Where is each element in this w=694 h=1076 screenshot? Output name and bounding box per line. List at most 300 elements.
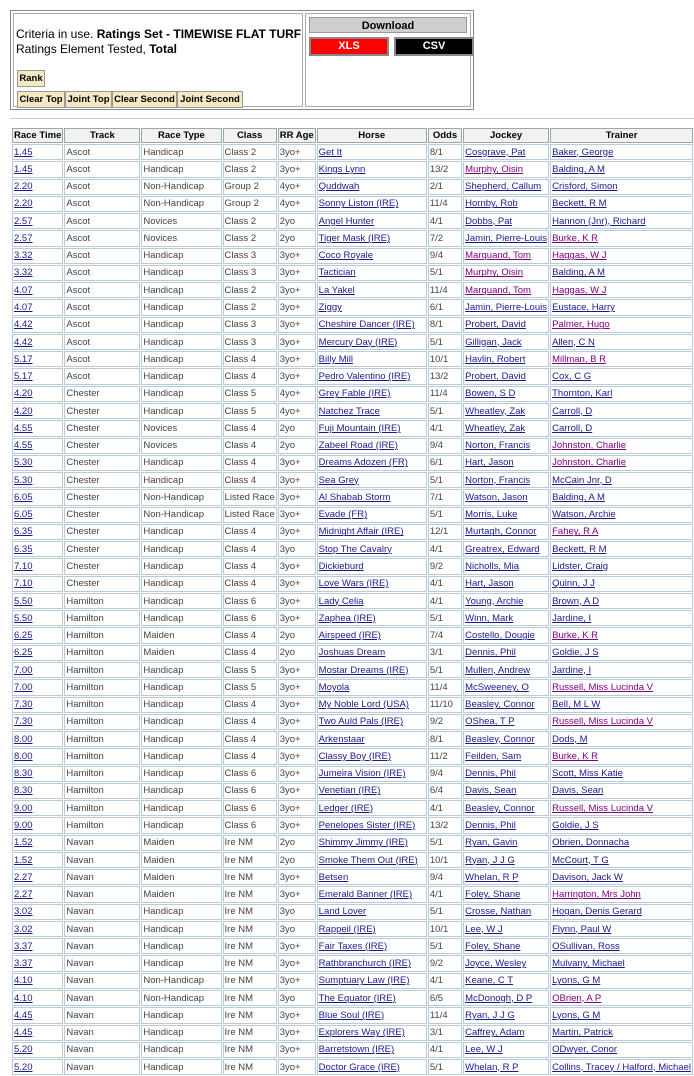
odds-cell: 11/2 — [428, 748, 462, 764]
horse-cell[interactable]: Tactician — [317, 265, 427, 281]
race-type-cell: Handicap — [141, 541, 221, 557]
jockey-cell[interactable]: Havlin, Robert — [463, 351, 549, 367]
jockey-cell[interactable]: Probert, David — [463, 317, 549, 333]
odds-cell: 7/2 — [428, 230, 462, 246]
trainer-cell[interactable]: Mulvany, Michael — [550, 955, 693, 971]
jockey-cell[interactable]: Dobbs, Pat — [463, 213, 549, 229]
trainer-cell[interactable]: Harrington, Mrs John — [550, 886, 693, 902]
horse-cell[interactable]: The Equator (IRE) — [317, 990, 427, 1006]
jockey-cell[interactable]: Marquand, Tom — [463, 248, 549, 264]
jockey-cell[interactable]: Caffrey, Adam — [463, 1025, 549, 1041]
trainer-cell[interactable]: OBrien, A P — [550, 990, 693, 1006]
table-row — [12, 593, 693, 609]
horse-cell[interactable]: Angel Hunter — [317, 213, 427, 229]
horse-cell[interactable]: Pedro Valentino (IRE) — [317, 368, 427, 384]
rr-age-cell: 3yo+ — [278, 714, 316, 730]
race-time-cell[interactable]: 5.50 — [12, 610, 63, 626]
odds-cell: 11/4 — [428, 1007, 462, 1023]
trainer-cell[interactable]: Carroll, D — [550, 420, 693, 436]
jockey-cell[interactable]: Wheatley, Zak — [463, 403, 549, 419]
race-time-cell[interactable]: 2.20 — [12, 179, 63, 195]
race-time-cell[interactable]: 7.10 — [12, 558, 63, 574]
race-time-cell[interactable]: 6.25 — [12, 645, 63, 661]
criteria-prefix: Criteria in use. — [16, 27, 97, 41]
horse-cell[interactable]: Explorers Way (IRE) — [317, 1025, 427, 1041]
trainer-cell[interactable]: Palmer, Hugo — [550, 317, 693, 333]
class-cell: Class 2 — [223, 282, 277, 298]
jockey-cell[interactable]: Jamin, Pierre-Louis — [463, 230, 549, 246]
horse-cell[interactable]: Shimmy Jimmy (IRE) — [317, 835, 427, 851]
jockey-cell[interactable]: Ryan, J J G — [463, 852, 549, 868]
race-time-cell[interactable]: 4.07 — [12, 299, 63, 315]
horse-cell[interactable]: Sonny Liston (IRE) — [317, 196, 427, 212]
race-time-cell[interactable]: 9.00 — [12, 817, 63, 833]
trainer-cell[interactable]: Collins, Tracey / Halford, Michael — [550, 1059, 693, 1075]
trainer-cell[interactable]: Beckett, R M — [550, 541, 693, 557]
horse-cell[interactable]: Venetian (IRE) — [317, 783, 427, 799]
race-time-cell[interactable]: 2.27 — [12, 869, 63, 885]
race-time-cell[interactable]: 4.45 — [12, 1007, 63, 1023]
jockey-cell[interactable]: McSweeney, O — [463, 679, 549, 695]
class-cell: Class 6 — [223, 766, 277, 782]
odds-cell: 9/4 — [428, 248, 462, 264]
horse-cell[interactable]: Blue Soul (IRE) — [317, 1007, 427, 1023]
race-time-cell[interactable]: 7.00 — [12, 679, 63, 695]
horse-cell[interactable]: Midnight Affair (IRE) — [317, 524, 427, 540]
horse-cell[interactable]: Get It — [317, 144, 427, 160]
col-header-race-type[interactable]: Race Type — [141, 128, 221, 143]
jockey-cell[interactable]: Young, Archie — [463, 593, 549, 609]
race-time-cell[interactable]: 7.10 — [12, 576, 63, 592]
trainer-cell[interactable]: Balding, A M — [550, 265, 693, 281]
trainer-cell[interactable]: Davis, Sean — [550, 783, 693, 799]
horse-cell[interactable]: My Noble Lord (USA) — [317, 697, 427, 713]
jockey-cell[interactable]: Beasley, Connor — [463, 697, 549, 713]
rr-age-cell: 2yo — [278, 852, 316, 868]
jockey-cell[interactable]: Watson, Jason — [463, 489, 549, 505]
class-cell: Class 4 — [223, 438, 277, 454]
trainer-cell[interactable]: Thornton, Karl — [550, 386, 693, 402]
race-time-cell[interactable]: 4.55 — [12, 438, 63, 454]
race-time-cell[interactable]: 4.07 — [12, 282, 63, 298]
odds-cell: 3/1 — [428, 1025, 462, 1041]
horse-cell[interactable]: Rathbranchurch (IRE) — [317, 955, 427, 971]
trainer-cell[interactable]: Burke, K R — [550, 748, 693, 764]
jockey-cell[interactable]: Gilligan, Jack — [463, 334, 549, 350]
horse-cell[interactable]: Sea Grey — [317, 472, 427, 488]
jockey-cell[interactable]: Murphy, Oisin — [463, 265, 549, 281]
race-time-cell[interactable]: 5.17 — [12, 368, 63, 384]
race-time-cell[interactable]: 4.42 — [12, 317, 63, 333]
trainer-cell[interactable]: Carroll, D — [550, 403, 693, 419]
col-header-class[interactable]: Class — [223, 128, 277, 143]
jockey-cell[interactable]: Cosgrave, Pat — [463, 144, 549, 160]
jockey-cell[interactable]: Costello, Dougie — [463, 627, 549, 643]
jockey-cell[interactable]: Beasley, Connor — [463, 800, 549, 816]
col-header-odds[interactable]: Odds — [428, 128, 462, 143]
jockey-cell[interactable]: Lee, W J — [463, 1042, 549, 1058]
race-time-cell[interactable]: 8.00 — [12, 731, 63, 747]
joint-top-button[interactable]: Joint Top — [65, 91, 112, 108]
table-row — [12, 524, 693, 540]
race-time-cell[interactable]: 6.05 — [12, 507, 63, 523]
trainer-cell[interactable]: Dods, M — [550, 731, 693, 747]
jockey-cell[interactable]: Feilden, Sam — [463, 748, 549, 764]
race-time-cell[interactable]: 3.37 — [12, 938, 63, 954]
jockey-cell[interactable]: Bowen, S D — [463, 386, 549, 402]
race-time-cell[interactable]: 7.00 — [12, 662, 63, 678]
race-time-cell[interactable]: 9.00 — [12, 800, 63, 816]
col-header-jockey[interactable]: Jockey — [463, 128, 549, 143]
race-time-cell[interactable]: 3.32 — [12, 265, 63, 281]
rank-button[interactable]: Rank — [17, 70, 45, 87]
horse-cell[interactable]: Coco Royale — [317, 248, 427, 264]
race-time-cell[interactable]: 2.57 — [12, 213, 63, 229]
trainer-cell[interactable]: Russell, Miss Lucinda V — [550, 800, 693, 816]
rr-age-cell: 2yo — [278, 627, 316, 643]
table-row — [12, 248, 693, 264]
race-time-cell[interactable]: 5.20 — [12, 1059, 63, 1075]
table-row — [12, 368, 693, 384]
class-cell: Ire NM — [223, 1042, 277, 1058]
horse-cell[interactable]: Barretstown (IRE) — [317, 1042, 427, 1058]
xls-download-button[interactable]: XLS — [309, 37, 389, 56]
trainer-cell[interactable]: Quinn, J J — [550, 576, 693, 592]
jockey-cell[interactable]: Dennis, Phil — [463, 645, 549, 661]
race-time-cell[interactable]: 4.10 — [12, 990, 63, 1006]
horse-cell[interactable]: Stop The Cavalry — [317, 541, 427, 557]
track-cell: Navan — [64, 955, 140, 971]
class-cell: Class 4 — [223, 748, 277, 764]
horse-cell[interactable]: Classy Boy (IRE) — [317, 748, 427, 764]
horse-cell[interactable]: Jumeira Vision (IRE) — [317, 766, 427, 782]
race-time-cell[interactable]: 3.37 — [12, 955, 63, 971]
horse-cell[interactable]: Mercury Day (IRE) — [317, 334, 427, 350]
trainer-cell[interactable]: Fahey, R A — [550, 524, 693, 540]
trainer-cell[interactable]: Baker, George — [550, 144, 693, 160]
race-time-cell[interactable]: 4.45 — [12, 1025, 63, 1041]
odds-cell: 7/4 — [428, 627, 462, 643]
race-time-cell[interactable]: 7.30 — [12, 714, 63, 730]
jockey-cell[interactable]: Mullen, Andrew — [463, 662, 549, 678]
horse-cell[interactable]: Land Lover — [317, 904, 427, 920]
race-time-cell[interactable]: 5.17 — [12, 351, 63, 367]
horse-cell[interactable]: Penelopes Sister (IRE) — [317, 817, 427, 833]
horse-cell[interactable]: Mostar Dreams (IRE) — [317, 662, 427, 678]
trainer-cell[interactable]: Obrien, Donnacha — [550, 835, 693, 851]
jockey-cell[interactable]: McDonogh, D P — [463, 990, 549, 1006]
trainer-cell[interactable]: Scott, Miss Katie — [550, 766, 693, 782]
race-type-cell: Handicap — [141, 524, 221, 540]
trainer-cell[interactable]: Allen, C N — [550, 334, 693, 350]
jockey-cell[interactable]: Dennis, Phil — [463, 766, 549, 782]
jockey-cell[interactable]: Whelan, R P — [463, 869, 549, 885]
table-row — [12, 282, 693, 298]
horse-cell[interactable]: Love Wars (IRE) — [317, 576, 427, 592]
odds-cell: 3/1 — [428, 645, 462, 661]
horse-cell[interactable]: La Yakel — [317, 282, 427, 298]
horse-cell[interactable]: Ziggy — [317, 299, 427, 315]
trainer-cell[interactable]: Haggas, W J — [550, 248, 693, 264]
race-type-cell: Handicap — [141, 558, 221, 574]
trainer-cell[interactable]: Johnston, Charlie — [550, 455, 693, 471]
jockey-cell[interactable]: Norton, Francis — [463, 472, 549, 488]
track-cell: Hamilton — [64, 731, 140, 747]
horse-cell[interactable]: Smoke Them Out (IRE) — [317, 852, 427, 868]
trainer-cell[interactable]: Balding, A M — [550, 161, 693, 177]
trainer-cell[interactable]: Goldie, J S — [550, 645, 693, 661]
rr-age-cell: 3yo+ — [278, 1025, 316, 1041]
race-type-cell: Handicap — [141, 403, 221, 419]
horse-cell[interactable]: Arkenstaar — [317, 731, 427, 747]
race-time-cell[interactable]: 1.45 — [12, 161, 63, 177]
trainer-cell[interactable]: Millman, B R — [550, 351, 693, 367]
race-time-cell[interactable]: 4.10 — [12, 973, 63, 989]
horse-cell[interactable]: Sumptuary Law (IRE) — [317, 973, 427, 989]
race-type-cell: Non-Handicap — [141, 507, 221, 523]
race-time-cell[interactable]: 5.30 — [12, 472, 63, 488]
horse-cell[interactable]: Moyola — [317, 679, 427, 695]
element-value: Total — [149, 42, 177, 56]
joint-second-button[interactable]: Joint Second — [177, 91, 243, 108]
jockey-cell[interactable]: Murtagh, Connor — [463, 524, 549, 540]
trainer-cell[interactable]: Johnston, Charlie — [550, 438, 693, 454]
jockey-cell[interactable]: Beasley, Connor — [463, 731, 549, 747]
trainer-cell[interactable]: McCourt, T G — [550, 852, 693, 868]
jockey-cell[interactable]: Jamin, Pierre-Louis — [463, 299, 549, 315]
track-cell: Chester — [64, 472, 140, 488]
horse-cell[interactable]: Zabeel Road (IRE) — [317, 438, 427, 454]
jockey-cell[interactable]: Ryan, Gavin — [463, 835, 549, 851]
jockey-cell[interactable]: Crosse, Nathan — [463, 904, 549, 920]
col-header-track[interactable]: Track — [64, 128, 140, 143]
rr-age-cell: 3yo — [278, 990, 316, 1006]
trainer-cell[interactable]: Cox, C G — [550, 368, 693, 384]
trainer-cell[interactable]: Hogan, Denis Gerard — [550, 904, 693, 920]
trainer-cell[interactable]: Russell, Miss Lucinda V — [550, 714, 693, 730]
odds-cell: 2/1 — [428, 179, 462, 195]
table-row — [12, 438, 693, 454]
class-cell: Class 4 — [223, 541, 277, 557]
race-time-cell[interactable]: 1.52 — [12, 835, 63, 851]
race-time-cell[interactable]: 3.02 — [12, 904, 63, 920]
race-time-cell[interactable]: 6.35 — [12, 541, 63, 557]
race-time-cell[interactable]: 6.05 — [12, 489, 63, 505]
race-time-cell[interactable]: 8.30 — [12, 766, 63, 782]
trainer-cell[interactable]: Burke, K R — [550, 230, 693, 246]
trainer-cell[interactable]: Russell, Miss Lucinda V — [550, 679, 693, 695]
horse-cell[interactable]: Zaphea (IRE) — [317, 610, 427, 626]
trainer-cell[interactable]: Watson, Archie — [550, 507, 693, 523]
trainer-cell[interactable]: Goldie, J S — [550, 817, 693, 833]
race-time-cell[interactable]: 2.20 — [12, 196, 63, 212]
trainer-cell[interactable]: Burke, K R — [550, 627, 693, 643]
jockey-cell[interactable]: Whelan, R P — [463, 1059, 549, 1075]
class-cell: Ire NM — [223, 1025, 277, 1041]
jockey-cell[interactable]: Hart, Jason — [463, 576, 549, 592]
horse-cell[interactable]: Ledger (IRE) — [317, 800, 427, 816]
jockey-cell[interactable]: Dennis, Phil — [463, 817, 549, 833]
jockey-cell[interactable]: Wheatley, Zak — [463, 420, 549, 436]
trainer-cell[interactable]: Crisford, Simon — [550, 179, 693, 195]
jockey-cell[interactable]: Nicholls, Mia — [463, 558, 549, 574]
jockey-cell[interactable]: Hornby, Rob — [463, 196, 549, 212]
trainer-cell[interactable]: Jardine, I — [550, 662, 693, 678]
race-time-cell[interactable]: 6.25 — [12, 627, 63, 643]
table-row — [12, 351, 693, 367]
table-row — [12, 1025, 693, 1041]
odds-cell: 5/1 — [428, 1059, 462, 1075]
trainer-cell[interactable]: ODwyer, Conor — [550, 1042, 693, 1058]
race-time-cell[interactable]: 7.30 — [12, 697, 63, 713]
jockey-cell[interactable]: Keane, C T — [463, 973, 549, 989]
jockey-cell[interactable]: Lee, W J — [463, 921, 549, 937]
trainer-cell[interactable]: Balding, A M — [550, 489, 693, 505]
race-type-cell: Non-Handicap — [141, 179, 221, 195]
horse-cell[interactable]: Betsen — [317, 869, 427, 885]
class-cell: Class 5 — [223, 403, 277, 419]
trainer-cell[interactable]: Lidster, Craig — [550, 558, 693, 574]
class-cell: Ire NM — [223, 973, 277, 989]
race-time-cell[interactable]: 8.00 — [12, 748, 63, 764]
horse-cell[interactable]: Billy Mill — [317, 351, 427, 367]
odds-cell: 9/4 — [428, 766, 462, 782]
horse-cell[interactable]: Dickieburd — [317, 558, 427, 574]
race-time-cell[interactable]: 1.52 — [12, 852, 63, 868]
class-cell: Class 3 — [223, 334, 277, 350]
class-cell: Class 4 — [223, 645, 277, 661]
jockey-cell[interactable]: Marquand, Tom — [463, 282, 549, 298]
rr-age-cell: 4yo+ — [278, 179, 316, 195]
horse-cell[interactable]: Joshuas Dream — [317, 645, 427, 661]
race-time-cell[interactable]: 5.30 — [12, 455, 63, 471]
horse-cell[interactable]: Dreams Adozen (FR) — [317, 455, 427, 471]
race-type-cell: Handicap — [141, 817, 221, 833]
race-time-cell[interactable]: 2.57 — [12, 230, 63, 246]
track-cell: Navan — [64, 1025, 140, 1041]
horse-cell[interactable]: Tiger Mask (IRE) — [317, 230, 427, 246]
race-type-cell: Novices — [141, 213, 221, 229]
jockey-cell[interactable]: Foley, Shane — [463, 938, 549, 954]
jockey-cell[interactable]: Norton, Francis — [463, 438, 549, 454]
race-time-cell[interactable]: 4.55 — [12, 420, 63, 436]
race-time-cell[interactable]: 3.32 — [12, 248, 63, 264]
trainer-cell[interactable]: Brown, A D — [550, 593, 693, 609]
race-time-cell[interactable]: 6.35 — [12, 524, 63, 540]
horse-cell[interactable]: Fair Taxes (IRE) — [317, 938, 427, 954]
table-row — [12, 904, 693, 920]
trainer-cell[interactable]: OSullivan, Ross — [550, 938, 693, 954]
race-time-cell[interactable]: 8.30 — [12, 783, 63, 799]
trainer-cell[interactable]: Davison, Jack W — [550, 869, 693, 885]
class-cell: Class 5 — [223, 662, 277, 678]
horse-cell[interactable]: Al Shabab Storm — [317, 489, 427, 505]
horse-cell[interactable]: Natchez Trace — [317, 403, 427, 419]
jockey-cell[interactable]: Joyce, Wesley — [463, 955, 549, 971]
horse-cell[interactable]: Rappeil (IRE) — [317, 921, 427, 937]
jockey-cell[interactable]: Ryan, J J G — [463, 1007, 549, 1023]
csv-download-button[interactable]: CSV — [394, 37, 474, 56]
clear-top-button[interactable]: Clear Top — [17, 91, 65, 108]
jockey-cell[interactable]: Morris, Luke — [463, 507, 549, 523]
jockey-cell[interactable]: Winn, Mark — [463, 610, 549, 626]
table-row — [12, 800, 693, 816]
col-header-trainer[interactable]: Trainer — [550, 128, 693, 143]
trainer-cell[interactable]: Beckett, R M — [550, 196, 693, 212]
race-time-cell[interactable]: 4.20 — [12, 403, 63, 419]
horse-cell[interactable]: Grey Fable (IRE) — [317, 386, 427, 402]
odds-cell: 4/1 — [428, 1042, 462, 1058]
race-time-cell[interactable]: 4.42 — [12, 334, 63, 350]
race-time-cell[interactable]: 5.50 — [12, 593, 63, 609]
trainer-cell[interactable]: Bell, M L W — [550, 697, 693, 713]
jockey-cell[interactable]: Hart, Jason — [463, 455, 549, 471]
horse-cell[interactable]: Lady Celia — [317, 593, 427, 609]
rr-age-cell: 3yo+ — [278, 748, 316, 764]
class-cell: Class 4 — [223, 368, 277, 384]
trainer-cell[interactable]: Flynn, Paul W — [550, 921, 693, 937]
trainer-cell[interactable]: Lyons, G M — [550, 973, 693, 989]
horse-cell[interactable]: Quddwah — [317, 179, 427, 195]
table-row — [12, 955, 693, 971]
trainer-cell[interactable]: Eustace, Harry — [550, 299, 693, 315]
horse-cell[interactable]: Kings Lynn — [317, 161, 427, 177]
trainer-cell[interactable]: McCain Jnr, D — [550, 472, 693, 488]
header-panel — [10, 10, 474, 110]
jockey-cell[interactable]: Davis, Sean — [463, 783, 549, 799]
trainer-cell[interactable]: Lyons, G M — [550, 1007, 693, 1023]
race-time-cell[interactable]: 1.45 — [12, 144, 63, 160]
horse-cell[interactable]: Doctor Grace (IRE) — [317, 1059, 427, 1075]
race-type-cell: Maiden — [141, 869, 221, 885]
race-time-cell[interactable]: 4.20 — [12, 386, 63, 402]
rr-age-cell: 3yo+ — [278, 938, 316, 954]
horse-cell[interactable]: Fuji Mountain (IRE) — [317, 420, 427, 436]
jockey-cell[interactable]: Greatrex, Edward — [463, 541, 549, 557]
odds-cell: 7/1 — [428, 489, 462, 505]
track-cell: Hamilton — [64, 800, 140, 816]
jockey-cell[interactable]: OShea, T P — [463, 714, 549, 730]
trainer-cell[interactable]: Hannon (Jnr), Richard — [550, 213, 693, 229]
col-header-race-time[interactable]: Race Time — [14, 130, 62, 141]
col-header-rr-age[interactable]: RR Age — [279, 130, 314, 141]
track-cell: Navan — [64, 1007, 140, 1023]
race-type-cell: Handicap — [141, 679, 221, 695]
jockey-cell[interactable]: Foley, Shane — [463, 886, 549, 902]
horse-cell[interactable]: Emerald Banner (IRE) — [317, 886, 427, 902]
rr-age-cell: 2yo — [278, 645, 316, 661]
jockey-cell[interactable]: Murphy, Oisin — [463, 161, 549, 177]
race-type-cell: Handicap — [141, 386, 221, 402]
race-time-cell[interactable]: 5.20 — [12, 1042, 63, 1058]
col-header-horse[interactable]: Horse — [317, 128, 427, 143]
race-time-cell[interactable]: 3.02 — [12, 921, 63, 937]
clear-second-button[interactable]: Clear Second — [112, 91, 177, 108]
horse-cell[interactable]: Airspeed (IRE) — [317, 627, 427, 643]
odds-cell: 4/1 — [428, 541, 462, 557]
jockey-cell[interactable]: Probert, David — [463, 368, 549, 384]
race-time-cell[interactable]: 2.27 — [12, 886, 63, 902]
horse-cell[interactable]: Cheshire Dancer (IRE) — [317, 317, 427, 333]
trainer-cell[interactable]: Martin, Patrick — [550, 1025, 693, 1041]
odds-cell: 5/1 — [428, 610, 462, 626]
trainer-cell[interactable]: Haggas, W J — [550, 282, 693, 298]
jockey-cell[interactable]: Shepherd, Callum — [463, 179, 549, 195]
horse-cell[interactable]: Evade (FR) — [317, 507, 427, 523]
horse-cell[interactable]: Two Auld Pals (IRE) — [317, 714, 427, 730]
trainer-cell[interactable]: Jardine, I — [550, 610, 693, 626]
race-type-cell: Handicap — [141, 610, 221, 626]
